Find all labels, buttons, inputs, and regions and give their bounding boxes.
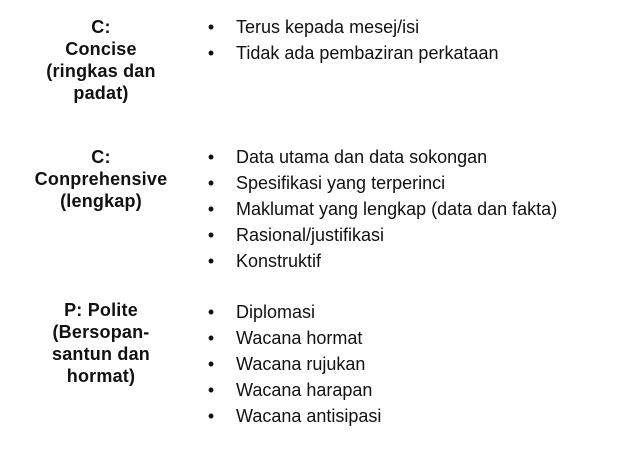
term-line: P: Polite	[64, 300, 138, 320]
bullet-icon: •	[207, 147, 215, 167]
term-line: (Bersopan-	[52, 322, 150, 342]
bullet-icon: •	[207, 199, 215, 219]
bullet-icon: •	[207, 380, 215, 400]
list-item	[200, 351, 381, 377]
term-heading	[12, 146, 190, 212]
term-line: Concise	[65, 39, 137, 59]
bullet-icon: •	[207, 406, 215, 426]
list-item	[200, 196, 557, 222]
term-heading	[12, 16, 190, 104]
term-line: (lengkap)	[60, 191, 142, 211]
list-item	[200, 377, 381, 403]
list-item-text: Konstruktif	[236, 251, 322, 271]
list-item	[200, 299, 381, 325]
list-item	[200, 222, 557, 248]
list-item-text: Spesifikasi yang terperinci	[236, 173, 446, 193]
term-line: (ringkas dan	[46, 61, 156, 81]
list-item-text: Wacana rujukan	[236, 354, 366, 374]
term-line: padat)	[73, 83, 129, 103]
term-heading	[12, 299, 190, 387]
term-line: hormat)	[66, 366, 136, 386]
list-item	[200, 403, 381, 429]
bullet-icon: •	[207, 43, 215, 63]
term-line: C:	[91, 147, 111, 167]
list-item-text: Diplomasi	[236, 302, 316, 322]
list-item	[200, 40, 499, 66]
list-item	[200, 170, 557, 196]
list-item	[200, 144, 557, 170]
list-item-text: Wacana hormat	[236, 328, 363, 348]
list-item-text: Wacana antisipasi	[236, 406, 382, 426]
bullet-list	[200, 14, 499, 66]
list-item-text: Maklumat yang lengkap (data dan fakta)	[236, 199, 558, 219]
list-item-text: Rasional/justifikasi	[236, 225, 385, 245]
bullet-list	[200, 144, 557, 274]
list-item-text: Terus kepada mesej/isi	[236, 17, 420, 37]
bullet-icon: •	[207, 328, 215, 348]
bullet-icon: •	[207, 354, 215, 374]
bullet-icon: •	[207, 251, 215, 271]
list-item	[200, 14, 499, 40]
list-item	[200, 325, 381, 351]
bullet-icon: •	[207, 173, 215, 193]
bullet-list	[200, 299, 381, 429]
term-line: santun dan	[51, 344, 150, 364]
term-line: C:	[91, 17, 111, 37]
term-line: Conprehensive	[34, 169, 168, 189]
bullet-icon: •	[207, 225, 215, 245]
bullet-icon: •	[207, 17, 215, 37]
list-item-text: Tidak ada pembaziran perkataan	[236, 43, 499, 63]
list-item	[200, 248, 557, 274]
list-item-text: Data utama dan data sokongan	[236, 147, 488, 167]
bullet-icon: •	[207, 302, 215, 322]
list-item-text: Wacana harapan	[236, 380, 373, 400]
